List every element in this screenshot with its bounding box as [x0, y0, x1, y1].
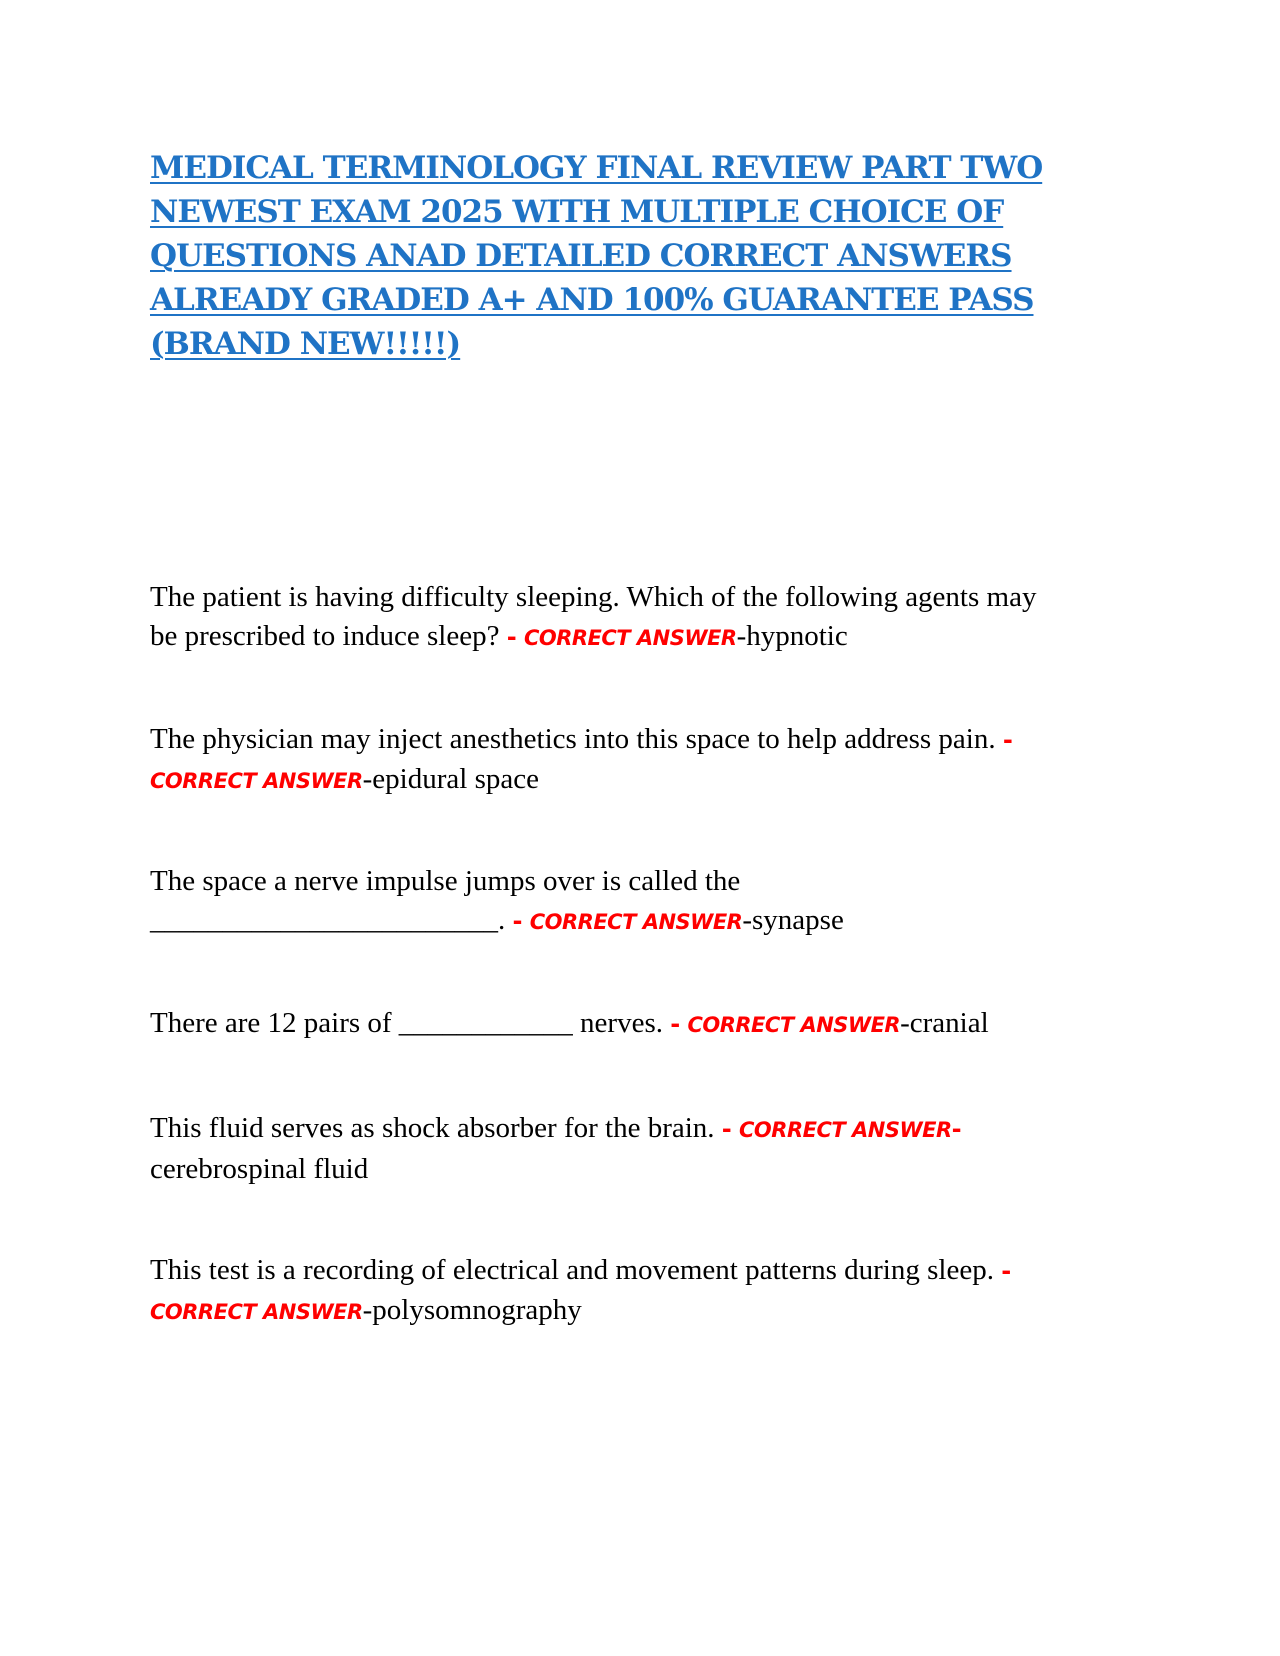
- correct-answer-label: CORRECT ANSWER: [150, 1300, 363, 1324]
- question-line: [150, 1251, 1130, 1291]
- answer-line: [150, 760, 1130, 801]
- answer-marker: -: [1002, 726, 1013, 754]
- question-answer-line: [150, 1109, 1130, 1150]
- question-line: [150, 720, 1130, 760]
- question-blank: ________________________.: [150, 904, 513, 936]
- qa-item-3: [150, 862, 1130, 942]
- qa-item-2: [150, 720, 1130, 801]
- question-text: This fluid serves as shock absorber for the brain.: [150, 1112, 722, 1144]
- answer-marker: -: [506, 623, 517, 651]
- answer-text: -polysomnography: [362, 1294, 582, 1326]
- correct-answer-label: CORRECT ANSWER: [529, 910, 743, 934]
- answer-text: -hypnotic: [736, 620, 848, 652]
- question-text: The physician may inject anesthetics into this space to help address pain.: [150, 723, 1003, 755]
- title-line-3: QUESTIONS ANAD DETAILED CORRECT ANSWERS: [150, 238, 1012, 274]
- correct-answer-label: CORRECT ANSWER: [739, 1118, 952, 1142]
- question-text: be prescribed to induce sleep?: [150, 620, 507, 652]
- title-line-4: ALREADY GRADED A+ AND 100% GUARANTEE PASS: [150, 282, 1034, 318]
- answer-text: -synapse: [742, 904, 844, 936]
- answer-marker: -: [1001, 1257, 1012, 1285]
- question-answer-line: [150, 617, 1130, 658]
- title-line-1: MEDICAL TERMINOLOGY FINAL REVIEW PART TWO: [150, 150, 1043, 186]
- answer-marker: -: [721, 1115, 732, 1143]
- qa-item-6: [150, 1251, 1130, 1332]
- question-text: The patient is having difficulty sleeping. Which of the following agents may: [150, 581, 1037, 613]
- correct-answer-label: CORRECT ANSWER: [150, 769, 363, 793]
- answer-line: [150, 1291, 1130, 1332]
- correct-answer-label: CORRECT ANSWER: [687, 1013, 901, 1037]
- question-answer-line: [150, 1004, 1130, 1045]
- qa-item-1: [150, 578, 1130, 658]
- answer-marker: -: [512, 907, 523, 935]
- qa-item-4: [150, 1004, 1130, 1045]
- answer-trailing-dash: -: [951, 1115, 962, 1143]
- question-text: The space a nerve impulse jumps over is called the: [150, 865, 741, 897]
- correct-answer-label: CORRECT ANSWER: [523, 626, 737, 650]
- document-title[interactable]: [150, 146, 1130, 366]
- answer-marker: -: [670, 1010, 681, 1038]
- title-line-5: (BRAND NEW!!!!!): [150, 326, 461, 362]
- answer-text: -cranial: [900, 1007, 989, 1039]
- question-text: This test is a recording of electrical and movement patterns during sleep.: [150, 1254, 1002, 1286]
- answer-text: -epidural space: [362, 763, 539, 795]
- answer-text: cerebrospinal fluid: [150, 1153, 369, 1185]
- question-answer-line: [150, 901, 1130, 942]
- title-line-2: NEWEST EXAM 2025 WITH MULTIPLE CHOICE OF: [150, 194, 1004, 230]
- question-text: There are 12 pairs of ____________ nerves.: [150, 1007, 671, 1039]
- qa-item-5: [150, 1109, 1130, 1189]
